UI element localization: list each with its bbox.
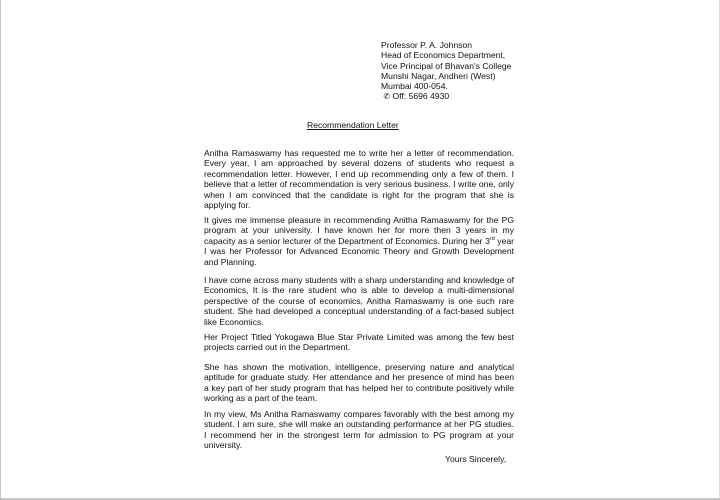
paragraph-line: I was her Professor for Advanced Economic Theory and Growth Development [204,246,514,257]
paragraph-line: a key part of her study program that has helped her to contribute positively while [204,382,514,393]
paragraph-line: applying for. [204,199,251,210]
sender-phone [381,91,511,102]
paragraph-line: student. I am sure, she will make an outstanding performance at her PG studies. [204,419,514,430]
paragraph-line: university. [204,440,243,451]
paragraph-line [204,236,514,246]
sender-line: Professor P. A. Johnson [381,40,473,50]
paragraph [204,275,514,327]
paragraph-line: Economics, It is the rare student who is able to develop a multi-dimensional [204,285,514,296]
paragraph-line: projects carried out in the Department. [204,342,351,353]
sender-line: Mumbai 400-054. [381,81,448,92]
paragraph-line: It gives me immense pleasure in recommending Anitha Ramaswamy for the PG [204,215,514,225]
paragraph-line: perspective of the course of economics, Anitha Ramaswamy is one such rare [204,295,514,306]
paragraph-line: I recommend her in the strongest term for admission to PG program at your [204,429,514,440]
paragraph-line: Her Project Titled Yokogawa Blue Star Private Limited was among the few best [204,332,514,342]
paragraph-line: believe that a letter of recommendation is very serious business. I write one, only [204,179,514,190]
ordinal-suffix: rd [489,235,495,242]
paragraph-line: In my view, Ms Anitha Ramaswamy compares favorably with the best among my [204,409,514,419]
paragraph-line: student. She had developed a conceptual understanding of a fact-based subject [204,306,514,317]
paragraph [204,409,514,451]
line-text: capacity as a senior lecturer of the Department of Economics. During her 3 [204,235,490,246]
paragraph-line: recommendation letter. However, I end up recommending only a few of them. I [204,168,514,179]
paragraph-line: like Economics. [204,316,264,327]
sender-line: Head of Economics Department, [381,50,506,61]
paragraph-line: Anitha Ramaswamy has requested me to write her a letter of recommendation. [204,148,514,158]
paragraph [204,215,514,267]
letter-title: Recommendation Letter [307,120,399,130]
paragraph-line: when I am convinced that the candidate is right for the program that she is [204,189,514,200]
paragraph-line: She has shown the motivation, intelligence, preserving nature and analytical [204,362,514,372]
paragraph [204,362,514,404]
paragraph [204,332,514,353]
sender-line: Vice Principal of Bhavan's College [381,60,512,71]
paragraph-line: Every year, I am approached by several dozens of students who request a [204,158,514,169]
paragraph-line: I have come across many students with a sharp understanding and knowledge of [204,275,514,285]
paragraph-line: aptitude for graduate study. Her attendance and her presence of mind has been [204,372,514,383]
paragraph-line: program at your university. I have known her for more then 3 years in my [204,225,514,236]
sender-address [381,40,511,103]
phone-number: Off: 5696 4930 [392,91,450,102]
line-text: year [494,235,514,246]
paragraph-line: and Planning. [204,256,257,267]
telephone-icon: ✆ [383,92,391,102]
sender-line: Munshi Nagar, Andheri (West) [381,70,496,81]
paragraph [204,148,514,210]
paragraph-line: working as a part of the team. [204,393,318,404]
closing: Yours Sincerely, [445,454,507,464]
